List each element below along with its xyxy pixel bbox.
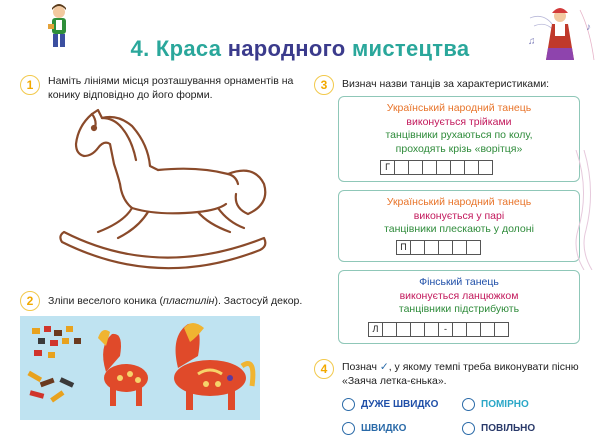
plasticine-horse-image — [20, 316, 260, 420]
dance-card-1 — [338, 96, 580, 182]
task-2-text-a: Зліпи веселого коника ( — [48, 295, 164, 307]
option-label-very-fast[interactable]: ДУЖЕ ШВИДКО — [361, 399, 439, 410]
task-3-number: 3 — [314, 75, 334, 95]
answer-cell[interactable] — [478, 160, 493, 175]
answer-cell[interactable] — [410, 240, 425, 255]
answer-cell[interactable] — [452, 240, 467, 255]
option-label-fast[interactable]: ШВИДКО — [361, 423, 407, 434]
answer-grid-2[interactable] — [397, 240, 481, 255]
plasticine-horse-photo — [20, 316, 260, 420]
title-word-2: народного — [227, 36, 346, 61]
answer-cell[interactable] — [452, 322, 467, 337]
task-3-text: Визнач назви танців за характеристиками: — [342, 78, 550, 90]
answer-cell[interactable] — [394, 160, 409, 175]
answer-cell[interactable] — [424, 322, 439, 337]
dance-card-3-line-3: танцівники підстрибують — [398, 303, 520, 315]
title-word-3: мистецтва — [351, 36, 470, 61]
option-radio-fast[interactable] — [342, 422, 355, 435]
page-title — [0, 36, 600, 62]
answer-grid-3[interactable] — [369, 322, 509, 337]
checkmark-icon: ✓ — [379, 361, 389, 373]
dance-card-2 — [338, 190, 580, 262]
title-word-1: Краса — [155, 36, 222, 61]
dance-card-1-line-1: Український народний танець — [386, 102, 532, 114]
option-radio-very-fast[interactable] — [342, 398, 355, 411]
dance-card-2-line-3: танцівники плескають у долоні — [384, 223, 534, 235]
option-radio-moderate[interactable] — [462, 398, 475, 411]
task-4-text — [342, 360, 592, 388]
answer-cell[interactable] — [424, 240, 439, 255]
svg-text:♫: ♫ — [528, 36, 536, 47]
music-notes-decoration — [570, 150, 598, 270]
answer-cell[interactable] — [422, 160, 437, 175]
answer-cell[interactable] — [382, 322, 397, 337]
task-4-text-b: , у якому темпі треба виконувати пісню «Заяча летка-єнька». — [342, 361, 579, 387]
svg-text:♪: ♪ — [586, 22, 591, 33]
answer-cell[interactable]: - — [438, 322, 453, 337]
task-4-number: 4 — [314, 359, 334, 379]
answer-cell[interactable] — [464, 160, 479, 175]
answer-cell[interactable] — [466, 240, 481, 255]
answer-cell[interactable]: Л — [368, 322, 383, 337]
option-label-slow[interactable]: ПОВІЛЬНО — [481, 423, 536, 434]
dance-card-2-line-1: Український народний танець — [386, 196, 532, 208]
task-4-text-a: Познач — [342, 361, 377, 373]
answer-cell[interactable] — [438, 240, 453, 255]
dance-card-1-line-2: виконується трійками — [406, 115, 512, 128]
task-1-text: Наміть лініями місця розташування орнаментів на конику відповідно до його форми. — [48, 75, 294, 101]
answer-cell[interactable]: П — [396, 240, 411, 255]
task-2-number: 2 — [20, 291, 40, 311]
answer-cell[interactable] — [494, 322, 509, 337]
rocking-horse-outline[interactable] — [58, 104, 278, 284]
answer-cell[interactable] — [466, 322, 481, 337]
task-2-text-c: ). Застосуй декор. — [214, 295, 303, 307]
dance-card-3-line-1: Фінський танець — [419, 276, 499, 288]
task-2-text — [48, 294, 308, 308]
answer-cell[interactable] — [408, 160, 423, 175]
dance-card-1-line-3: танцівники рухаються по колу, — [385, 129, 533, 141]
task-2-text-material: пластилін — [163, 295, 215, 307]
dance-card-1-line-4: проходять крізь «ворітця» — [395, 142, 523, 155]
answer-cell[interactable] — [480, 322, 495, 337]
title-number: 4. — [130, 36, 150, 61]
answer-cell[interactable] — [410, 322, 425, 337]
task-1-number: 1 — [20, 75, 40, 95]
answer-cell[interactable] — [396, 322, 411, 337]
option-radio-slow[interactable] — [462, 422, 475, 435]
dance-card-3 — [338, 270, 580, 344]
answer-cell[interactable] — [450, 160, 465, 175]
option-label-moderate[interactable]: ПОМІРНО — [481, 399, 529, 410]
answer-cell[interactable]: Г — [380, 160, 395, 175]
answer-cell[interactable] — [436, 160, 451, 175]
dance-card-2-line-2: виконується у парі — [413, 209, 505, 222]
answer-grid-1[interactable] — [381, 160, 493, 175]
dance-card-3-line-2: виконується ланцюжком — [399, 289, 519, 302]
